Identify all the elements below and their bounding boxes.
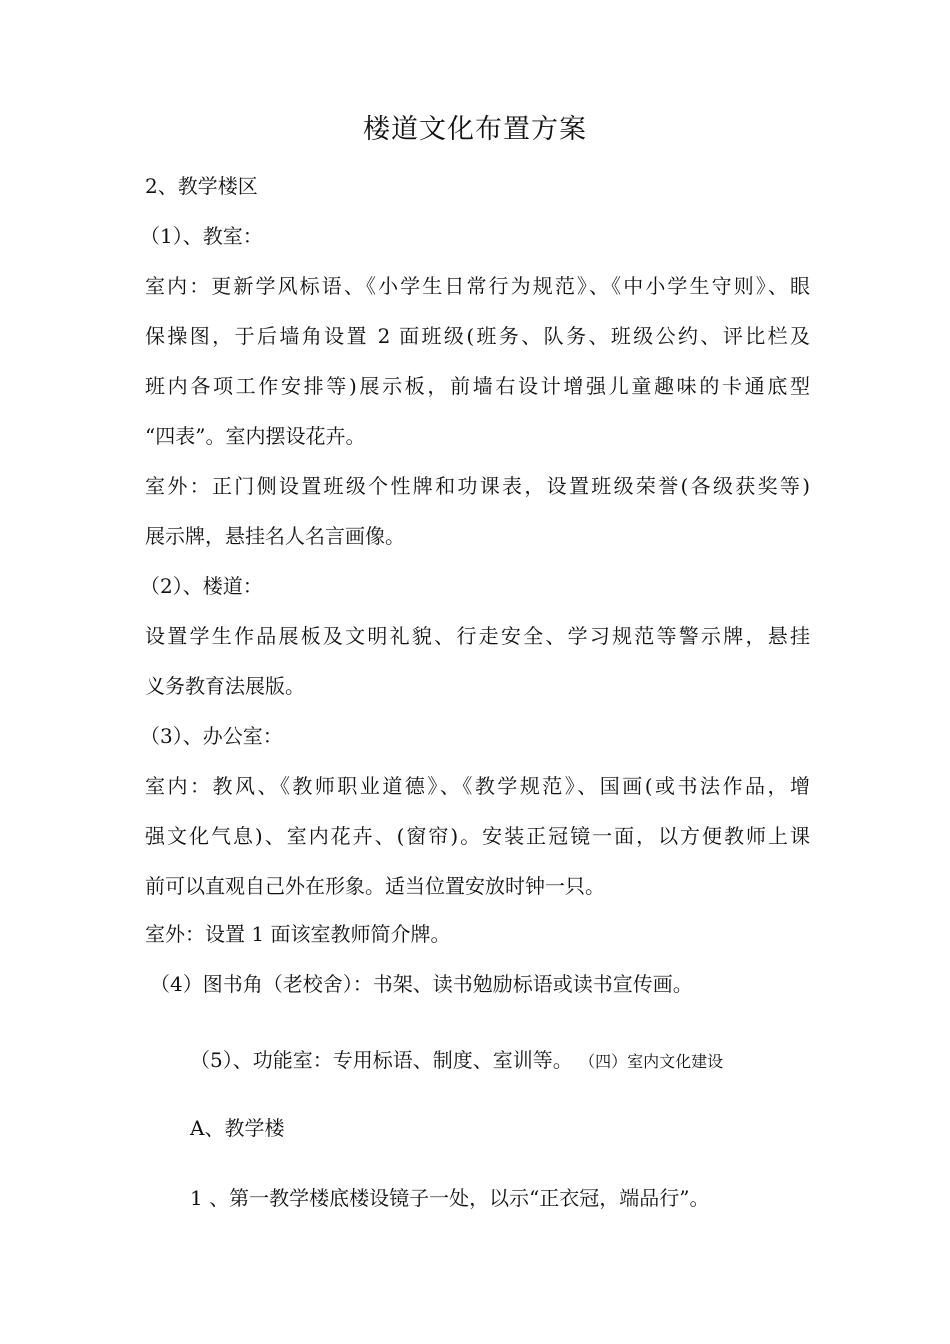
- paragraph-line: 室外：设置 1 面该室教师简介牌。: [145, 922, 451, 946]
- section-heading-teaching-building: 2、教学楼区: [145, 174, 258, 198]
- document-title: 楼道文化布置方案: [363, 114, 587, 145]
- section-heading-building-a: A、教学楼: [190, 1116, 285, 1140]
- paragraph-line: 前可以直观自己外在形象。适当位置安放时钟一只。: [145, 874, 605, 898]
- paragraph-line: 保操图，于后墙角设置 2 面班级(班务、队务、班级公约、评比栏及: [145, 324, 810, 348]
- subheading-office: （3）、办公室：: [140, 724, 283, 748]
- list-item-mirror: 1 、第一教学楼底楼设镜子一处，以示“正衣冠，端品行”。: [190, 1186, 710, 1210]
- paragraph-line: 强文化气息)、室内花卉、(窗帘)。安装正冠镜一面，以方便教师上课: [145, 824, 810, 848]
- paragraph-line: 设置学生作品展板及文明礼貌、行走安全、学习规范等警示牌，悬挂: [145, 624, 810, 648]
- function-room-text: （5）、功能室：专用标语、制度、室训等。: [190, 1048, 573, 1072]
- subheading-classroom: （1）、教室：: [140, 224, 263, 248]
- paragraph-line: 室外：正门侧设置班级个性牌和功课表，设置班级荣誉(各级获奖等): [145, 474, 810, 498]
- paragraph-line: 室内：更新学风标语、《小学生日常行为规范》、《中小学生守则》、眼: [145, 274, 810, 298]
- paragraph-line: 班内各项工作安排等)展示板，前墙右设计增强儿童趣味的卡通底型: [145, 374, 810, 398]
- subheading-corridor: （2）、楼道：: [140, 574, 263, 598]
- paragraph-line: 展示牌，悬挂名人名言画像。: [145, 524, 405, 548]
- subheading-function-room: [190, 1046, 830, 1076]
- paragraph-line: “四表”。室内摆设花卉。: [145, 424, 366, 448]
- indoor-culture-heading: （四）室内文化建设: [579, 1052, 724, 1071]
- subheading-library-corner: （4）图书角（老校舍）：书架、读书勉励标语或读书宣传画。: [150, 972, 693, 996]
- paragraph-line: 义务教育法展版。: [145, 674, 305, 698]
- paragraph-line: 室内：教风、《教师职业道德》、《教学规范》、国画(或书法作品，增: [145, 774, 810, 798]
